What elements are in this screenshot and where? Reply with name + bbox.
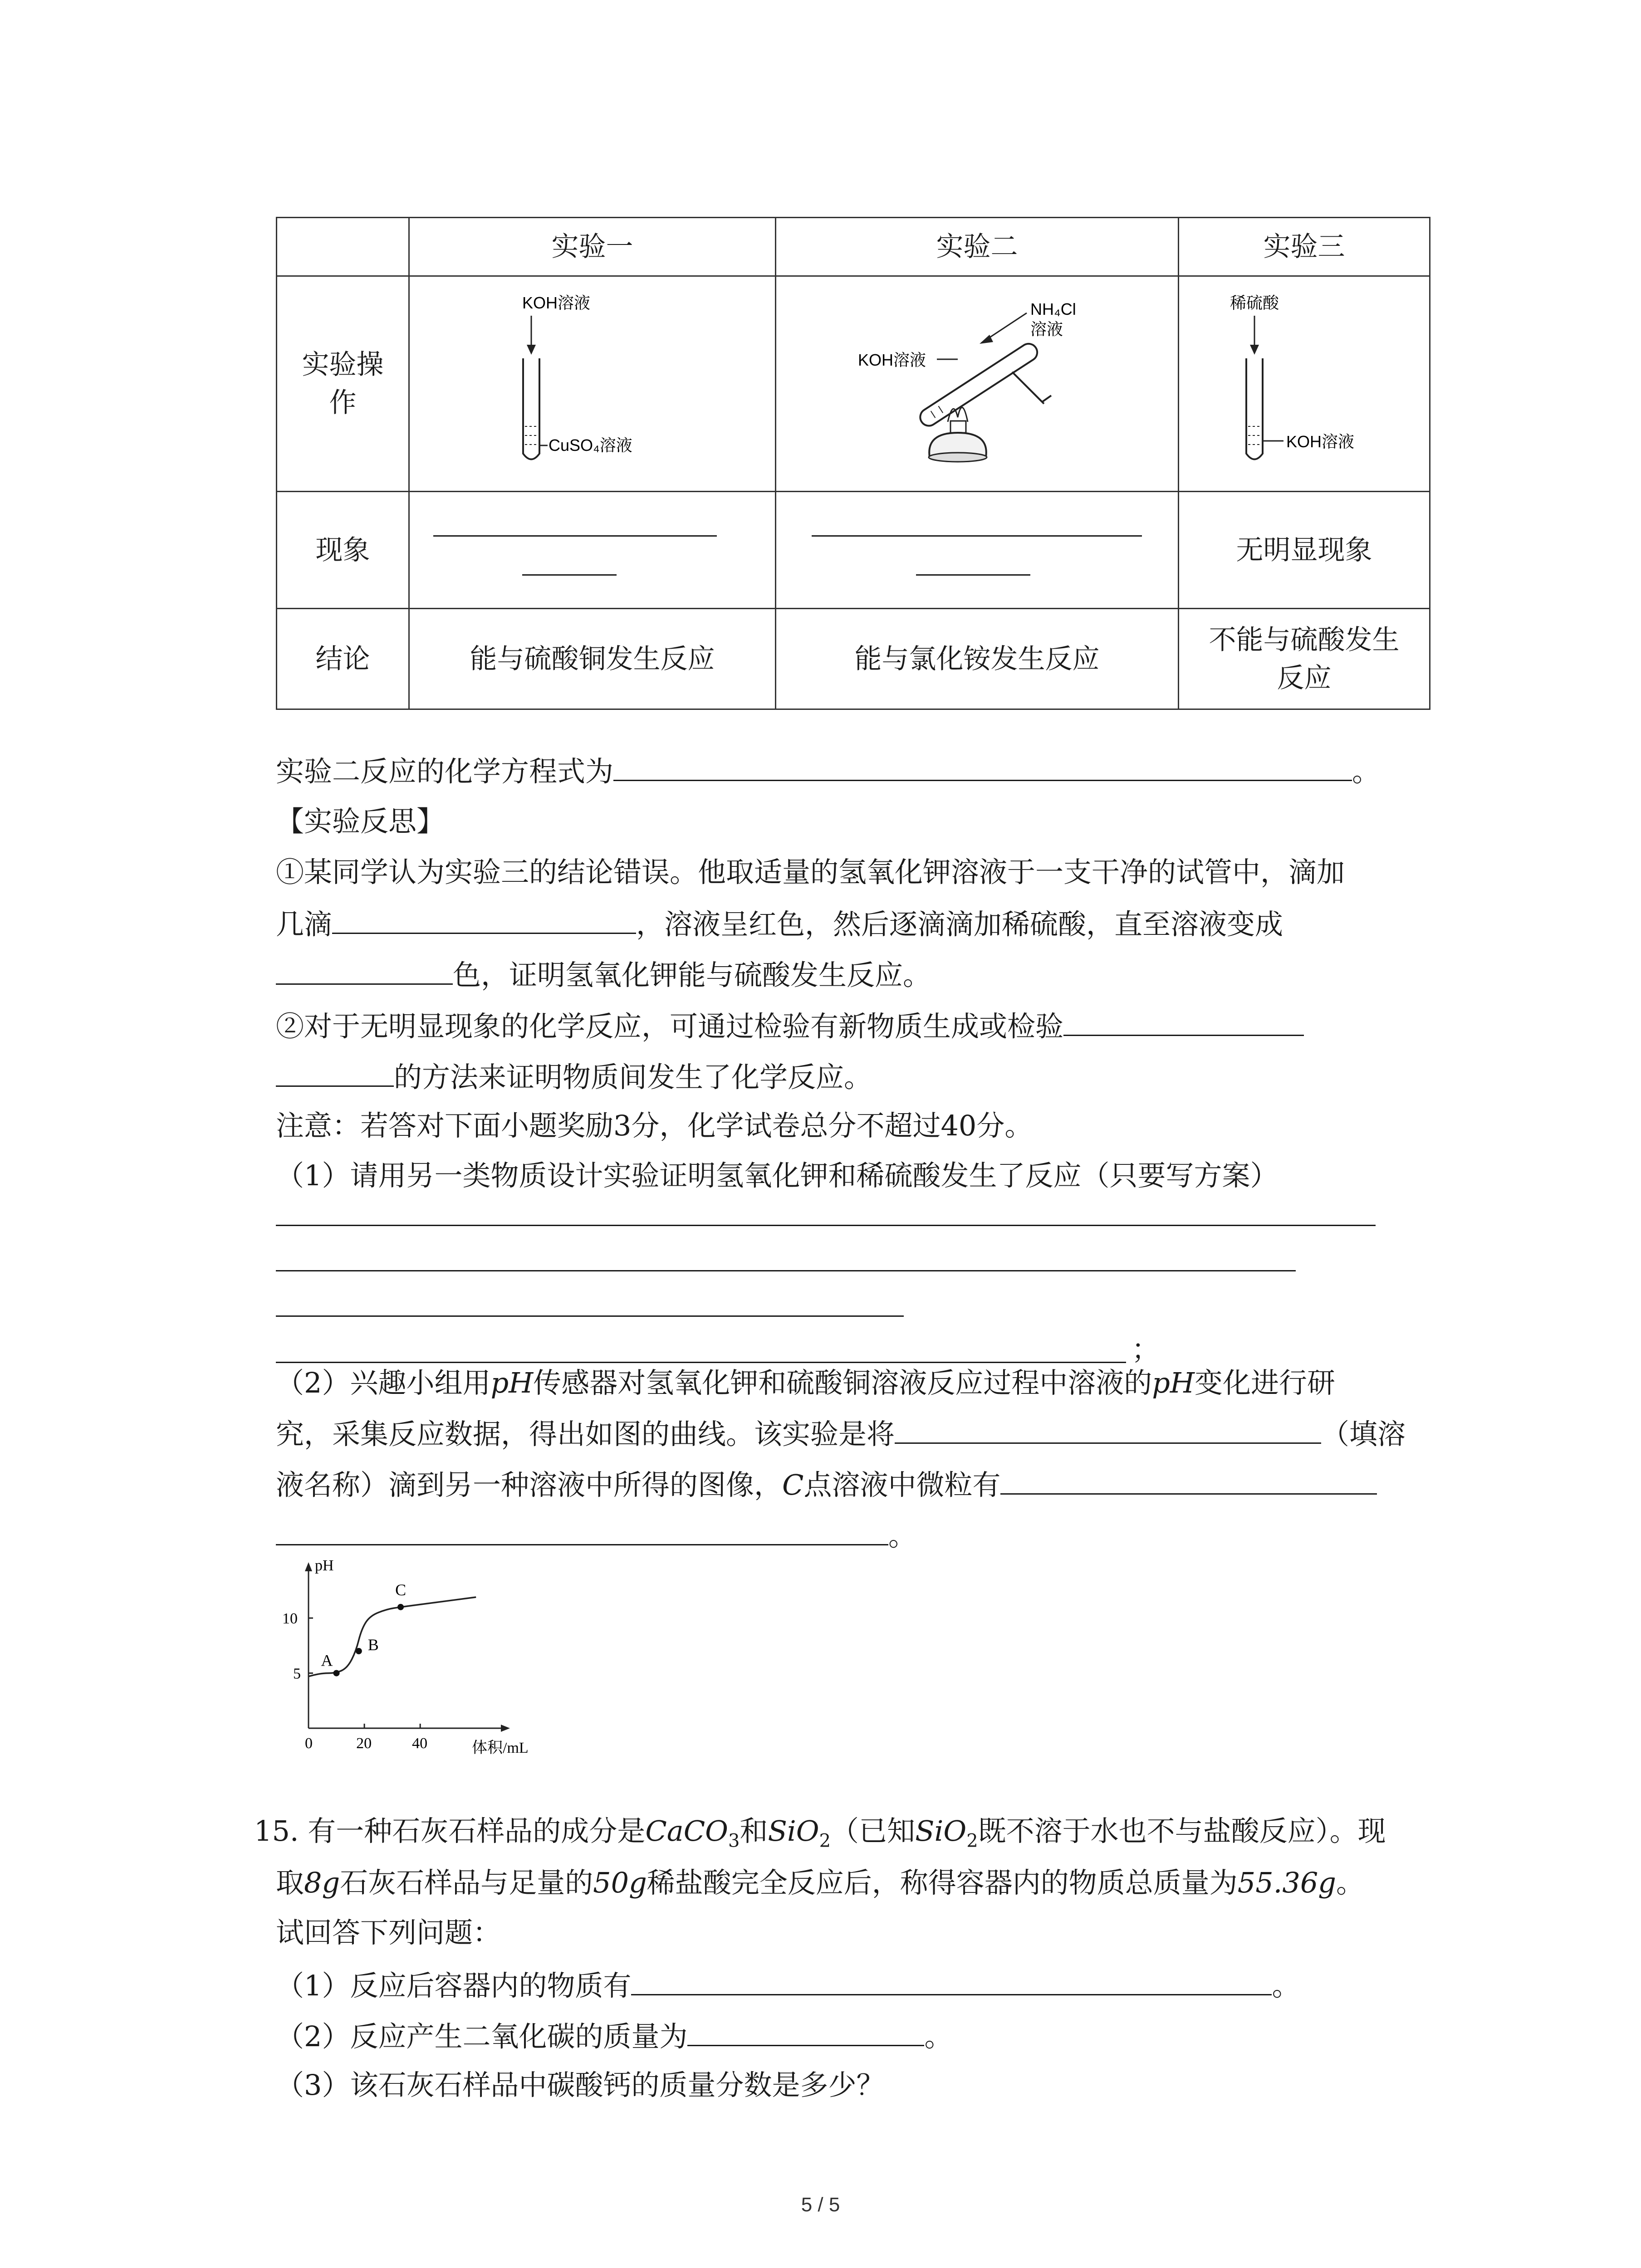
diagram1-side-label: CuSO₄溶液 — [549, 436, 632, 455]
indicator-blank[interactable] — [332, 909, 636, 934]
x-tick-label: 20 — [356, 1735, 372, 1752]
diagram-exp3 — [1179, 276, 1430, 492]
q15-sub2: （2）反应产生二氧化碳的质量为 。 — [276, 2020, 953, 2053]
q15-line3: 试回答下列问题： — [276, 1916, 501, 1949]
solution-name-blank[interactable] — [895, 1419, 1321, 1444]
point-label-c: C — [395, 1580, 407, 1599]
q15-sub1-blank[interactable] — [631, 1970, 1272, 1995]
row-label-operation: 实验操 作 — [277, 276, 409, 492]
point-b — [356, 1648, 362, 1654]
table-header-exp3: 实验三 — [1179, 218, 1430, 276]
experiment-table — [276, 217, 1430, 710]
point-c — [397, 1604, 404, 1610]
reflection-1-line1: ①某同学认为实验三的结论错误。他取适量的氢氧化钾溶液于一支干净的试管中，滴加 — [276, 855, 1345, 889]
phenomenon-exp1-blanks — [409, 492, 776, 609]
answer-line-4[interactable] — [276, 1362, 1126, 1363]
table-header-exp1: 实验一 — [409, 218, 776, 276]
equation-prompt: 实验二反应的化学方程式为 。 — [276, 755, 1381, 788]
ph-curve — [309, 1597, 476, 1677]
answer-line-2[interactable] — [276, 1270, 1296, 1271]
q15-sub3: （3）该石灰石样品中碳酸钙的质量分数是多少？ — [276, 2068, 885, 2102]
test-tube-diagram-1 — [410, 277, 776, 481]
point-label-a: A — [321, 1651, 333, 1670]
diagram1-top-label: KOH溶液 — [522, 293, 591, 312]
y-tick-label: 5 — [293, 1665, 301, 1682]
q15-line2: 取8g石灰石样品与足量的50g稀盐酸完全反应后，称得容器内的物质总质量为55.36g。 — [276, 1866, 1364, 1899]
y-axis-label: pH — [315, 1560, 334, 1574]
equation-blank[interactable] — [613, 756, 1352, 781]
test-tube-diagram-3 — [1179, 277, 1430, 481]
bonus-q2-line4: 。 — [276, 1520, 916, 1550]
bonus-q1: （1）请用另一类物质设计实验证明氢氧化钾和稀硫酸发生了反应（只要写方案） — [276, 1159, 1279, 1192]
phenomenon-exp2-blanks — [776, 492, 1179, 609]
reflection-1-line3: 色，证明氢氧化钾能与硫酸发生反应。 — [276, 960, 931, 989]
reflection-2-blank-b[interactable] — [276, 1062, 394, 1087]
table-header-empty — [277, 218, 409, 276]
row-label-conclusion: 结论 — [277, 609, 409, 709]
page-number: 5 / 5 — [801, 2194, 840, 2216]
point-label-b: B — [367, 1636, 379, 1654]
point-a — [333, 1670, 340, 1677]
answer-line-3[interactable] — [276, 1315, 904, 1317]
diagram3-side-label: KOH溶液 — [1286, 432, 1355, 451]
bonus-note: 注意：若答对下面小题奖励3分，化学试卷总分不超过40分。 — [276, 1109, 1033, 1142]
diagram2-side-label: KOH溶液 — [858, 351, 926, 369]
reflection-1-line2: 几滴 ，溶液呈红色，然后逐滴滴加稀硫酸，直至溶液变成 — [276, 908, 1283, 941]
phenomenon-exp3: 无明显现象 — [1179, 492, 1430, 609]
conclusion-exp1: 能与硫酸铜发生反应 — [409, 609, 776, 709]
bonus-q2-line2: 究，采集反应数据，得出如图的曲线。该实验是将 （填溶 — [276, 1418, 1406, 1451]
reflection-2-line2: 的方法来证明物质间发生了化学反应。 — [276, 1062, 872, 1091]
color-blank[interactable] — [276, 960, 453, 985]
conclusion-exp2: 能与氯化铵发生反应 — [776, 609, 1179, 709]
q15-sub2-blank[interactable] — [687, 2021, 924, 2046]
diagram-exp1 — [409, 276, 776, 492]
bonus-q2-line3: 液名称）滴到另一种溶液中所得的图像，C点溶液中微粒有 — [276, 1470, 1377, 1499]
y-axis-arrow — [305, 1562, 312, 1571]
ph-chart — [272, 1560, 554, 1760]
conclusion-exp3: 不能与硫酸发生 反应 — [1179, 609, 1430, 709]
bonus-q2-line1: （2）兴趣小组用pH传感器对氢氧化钾和硫酸铜溶液反应过程中溶液的pH变化进行研 — [276, 1366, 1336, 1399]
diagram2-top-label: NH₄Cl — [1030, 300, 1076, 318]
reflection-2-blank-a[interactable] — [1063, 1011, 1304, 1036]
diagram3-top-label: 稀硫酸 — [1230, 293, 1279, 312]
q15-line1: 15. 有一种石灰石样品的成分是CaCO$_3$和SiO$_2$（已知SiO$_2$既不溶于水也不与盐酸反应）。现 — [254, 1814, 1386, 1852]
particles-blank-a[interactable] — [1000, 1470, 1377, 1495]
x-tick-label: 40 — [412, 1735, 428, 1752]
answer-line-1[interactable] — [276, 1225, 1376, 1226]
row-label-phenomenon: 现象 — [277, 492, 409, 609]
reflection-heading: 【实验反思】 — [276, 805, 445, 838]
reflection-2-line1: ②对于无明显现象的化学反应，可通过检验有新物质生成或检验 — [276, 1011, 1304, 1041]
q15-sub1: （1）反应后容器内的物质有 。 — [276, 1969, 1300, 2002]
diagram-exp2 — [776, 276, 1179, 492]
x-tick-label: 0 — [305, 1735, 313, 1752]
answer-line-4-end: ； — [1132, 1333, 1160, 1366]
diagram2-top-label2: 溶液 — [1030, 320, 1063, 338]
x-axis-arrow — [501, 1725, 510, 1732]
y-tick-label: 10 — [282, 1610, 298, 1628]
table-header-exp2: 实验二 — [776, 218, 1179, 276]
particles-blank-b[interactable] — [276, 1520, 888, 1545]
x-axis-label: 体积/mL — [472, 1740, 529, 1756]
heating-diagram-2 — [776, 277, 1179, 481]
